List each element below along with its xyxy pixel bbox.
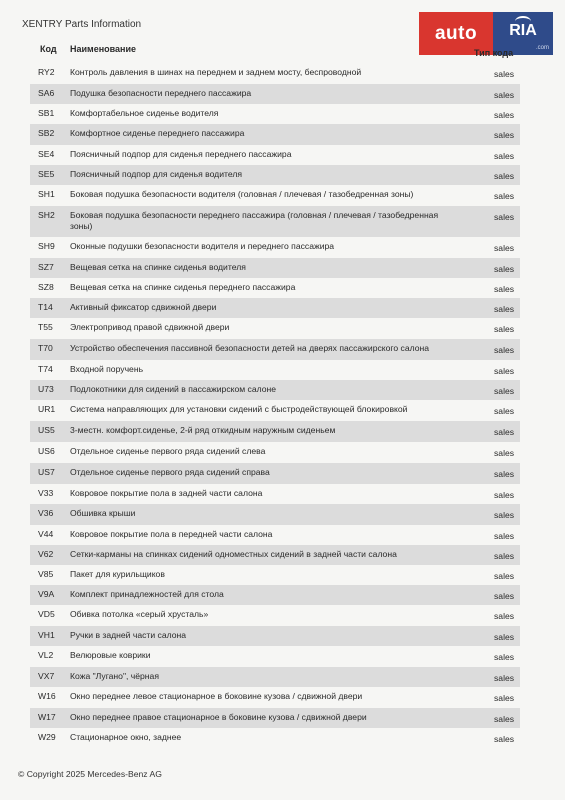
cell-code: SH2 (38, 210, 55, 220)
table-row (30, 104, 520, 124)
cell-name: Поясничный подпор для сиденья водителя (70, 169, 243, 179)
cell-name: Электропривод правой сдвижной двери (70, 322, 230, 332)
cell-name: Кожа "Лугано", чёрная (70, 671, 159, 681)
cell-name: Стационарное окно, заднее (70, 732, 182, 742)
cell-name: Подлокотники для сидений в пассажирском салоне (70, 384, 277, 394)
cell-code: SA6 (38, 88, 55, 98)
cell-name: Окно переднее левое стационарное в боковине кузова / сдвижной двери (70, 691, 363, 701)
cell-type: sales (494, 427, 515, 437)
cell-type: sales (494, 171, 515, 181)
table-row (30, 278, 520, 298)
cell-name: Комплект принадлежностей для стола (70, 589, 224, 599)
cell-name: Сетки-карманы на спинках сидений одноместных сидений в задней части салона (70, 549, 397, 559)
cell-name: Ручки в задней части салона (70, 630, 187, 640)
table-row (30, 585, 520, 605)
cell-code: US5 (38, 425, 55, 435)
column-header-code: Код (40, 44, 57, 54)
table-row (30, 298, 520, 318)
cell-code: T70 (38, 343, 53, 353)
table-row (30, 360, 520, 380)
cell-code: W17 (38, 712, 56, 722)
column-header-type: Тип кода (474, 48, 514, 58)
table-row (30, 318, 520, 339)
cell-type: sales (494, 571, 515, 581)
cell-type: sales (494, 324, 515, 334)
cell-name: Входной поручень (70, 364, 144, 374)
cell-code: SE4 (38, 149, 55, 159)
table-row (30, 421, 520, 442)
cell-name: Поясничный подпор для сиденья переднего пассажира (70, 149, 292, 159)
cell-name: Активный фиксатор сдвижной двери (70, 302, 217, 312)
page-header-title: XENTRY Parts Information (22, 19, 142, 30)
logo-ria-text: RIA (509, 22, 537, 39)
table-row (30, 380, 520, 400)
cell-code: US6 (38, 446, 55, 456)
cell-type: sales (494, 264, 515, 274)
cell-type: sales (494, 191, 515, 201)
cell-code: VD5 (38, 609, 55, 619)
cell-code: W16 (38, 691, 56, 701)
cell-type: sales (494, 366, 515, 376)
cell-code: T55 (38, 322, 53, 332)
table-row (30, 708, 520, 728)
cell-code: SE5 (38, 169, 55, 179)
logo-domain: .com (535, 45, 549, 51)
cell-name: Обивка потолка «серый хрусталь» (70, 609, 209, 619)
cell-code: SZ7 (38, 262, 54, 272)
cell-type: sales (494, 652, 515, 662)
cell-name: Ковровое покрытие пола в задней части салона (70, 488, 263, 498)
cell-name: Обшивка крыши (70, 508, 136, 518)
table-row (30, 525, 520, 545)
table-row (30, 646, 520, 667)
table-row (30, 728, 520, 749)
cell-code: V85 (38, 569, 54, 579)
logo-arc-icon (515, 16, 531, 27)
cell-name: Система направляющих для установки сидений с быстродействующей блокировкой (70, 404, 408, 414)
cell-type: sales (494, 611, 515, 621)
cell-name: Комфортабельное сиденье водителя (70, 108, 219, 118)
table-row (30, 185, 520, 206)
cell-type: sales (494, 551, 515, 561)
cell-name: Ковровое покрытие пола в передней части салона (70, 529, 273, 539)
cell-code: W29 (38, 732, 56, 742)
table-row (30, 206, 520, 237)
table-row (30, 258, 520, 278)
cell-code: T74 (38, 364, 53, 374)
table-row (30, 165, 520, 185)
cell-type: sales (494, 110, 515, 120)
cell-code: U73 (38, 384, 54, 394)
cell-code: V36 (38, 508, 54, 518)
cell-type: sales (494, 284, 515, 294)
table-row (30, 565, 520, 585)
cell-type: sales (494, 693, 515, 703)
table-row (30, 124, 520, 145)
cell-type: sales (494, 510, 515, 520)
table-row (30, 463, 520, 484)
cell-type: sales (494, 406, 515, 416)
cell-type: sales (494, 130, 515, 140)
cell-name: Контроль давления в шинах на переднем и заднем мосту, беспроводной (70, 67, 362, 77)
table-row (30, 63, 520, 84)
cell-code: US7 (38, 467, 55, 477)
cell-name: Вещевая сетка на спинке сиденья переднего пассажира (70, 282, 296, 292)
table-row (30, 339, 520, 360)
parts-table (30, 63, 520, 749)
cell-type: sales (494, 714, 515, 724)
cell-code: UR1 (38, 404, 56, 414)
cell-name: Окно переднее правое стационарное в боковине кузова / сдвижной двери (70, 712, 367, 722)
cell-type: sales (494, 304, 515, 314)
cell-code: VL2 (38, 650, 54, 660)
cell-name: Комфортное сиденье переднего пассажира (70, 128, 245, 138)
table-row (30, 545, 520, 565)
cell-code: V33 (38, 488, 54, 498)
footer-copyright: © Copyright 2025 Mercedes-Benz AG (18, 769, 162, 779)
cell-name: Велюровые коврики (70, 650, 151, 660)
cell-name: Оконные подушки безопасности водителя и переднего пассажира (70, 241, 335, 251)
cell-code: SH9 (38, 241, 55, 251)
table-row (30, 84, 520, 104)
table-row (30, 605, 520, 626)
cell-name: Вещевая сетка на спинке сиденья водителя (70, 262, 246, 272)
cell-type: sales (494, 591, 515, 601)
table-row (30, 400, 520, 421)
cell-type: sales (494, 90, 515, 100)
cell-type: sales (494, 448, 515, 458)
cell-code: SB2 (38, 128, 55, 138)
table-row (30, 484, 520, 504)
cell-type: sales (494, 386, 515, 396)
cell-code: VH1 (38, 630, 55, 640)
cell-name: Боковая подушка безопасности водителя (головная / плечевая / тазобедренная зоны) (70, 189, 414, 199)
cell-type: sales (494, 212, 515, 222)
column-header-name: Наименование (70, 44, 137, 54)
cell-type: sales (494, 734, 515, 744)
logo-auto-part: auto (419, 12, 493, 55)
cell-name: 3-местн. комфорт.сиденье, 2-й ряд откидным наружным сиденьем (70, 425, 336, 435)
cell-code: V9A (38, 589, 55, 599)
cell-type: sales (494, 469, 515, 479)
cell-type: sales (494, 243, 515, 253)
cell-code: RY2 (38, 67, 55, 77)
cell-code: V44 (38, 529, 54, 539)
cell-name: Отдельное сиденье первого ряда сидений слева (70, 446, 266, 456)
cell-code: V62 (38, 549, 54, 559)
cell-type: sales (494, 673, 515, 683)
cell-name: Пакет для курильщиков (70, 569, 165, 579)
cell-type: sales (494, 151, 515, 161)
cell-name: Отдельное сиденье первого ряда сидений справа (70, 467, 270, 477)
table-row (30, 504, 520, 525)
table-row (30, 442, 520, 463)
cell-type: sales (494, 632, 515, 642)
cell-type: sales (494, 490, 515, 500)
cell-code: VX7 (38, 671, 55, 681)
cell-name: Подушка безопасности переднего пассажира (70, 88, 252, 98)
cell-type: sales (494, 69, 515, 79)
cell-type: sales (494, 531, 515, 541)
table-row (30, 145, 520, 165)
table-row (30, 667, 520, 687)
cell-name: Боковая подушка безопасности переднего пассажира (головная / плечевая / тазобедренная зоны) (70, 210, 439, 231)
table-row (30, 237, 520, 258)
cell-code: SZ8 (38, 282, 54, 292)
cell-code: SH1 (38, 189, 55, 199)
cell-name: Устройство обеспечения пассивной безопасности детей на дверях пассажирского салона (70, 343, 430, 353)
cell-code: SB1 (38, 108, 55, 118)
cell-type: sales (494, 345, 515, 355)
table-row (30, 687, 520, 708)
cell-code: T14 (38, 302, 53, 312)
table-row (30, 626, 520, 646)
